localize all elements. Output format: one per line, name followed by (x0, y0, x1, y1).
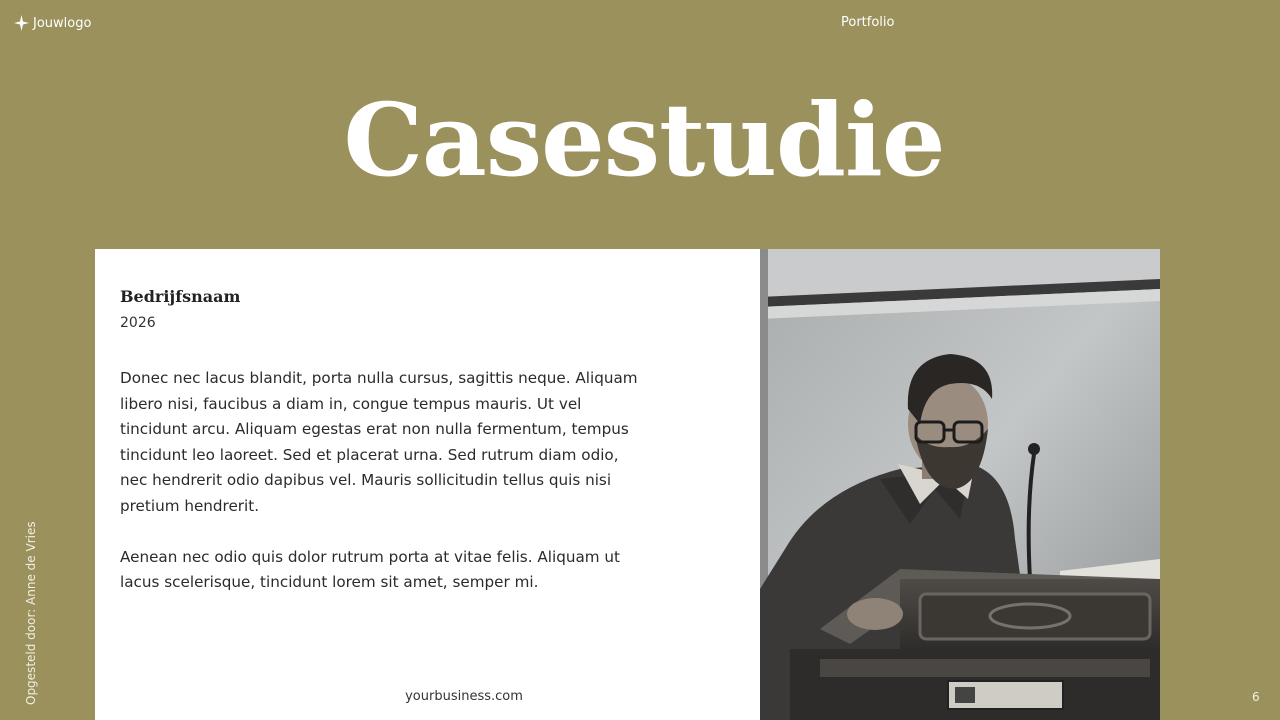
page-title: Casestudie (343, 81, 945, 199)
website-link: yourbusiness.com (405, 689, 523, 704)
page-number: 6 (1252, 690, 1260, 704)
paragraph-2: Aenean nec odio quis dolor rutrum porta at vitae felis. Aliquam ut lacus scelerisque, tincidunt lorem sit amet, semper mi. (120, 547, 620, 591)
company-name: Bedrijfsnaam (120, 287, 241, 306)
section-label: Portfolio (841, 15, 895, 30)
author-credit: Opgesteld door: Anne de Vries (24, 521, 38, 705)
year-label: 2026 (120, 315, 156, 331)
logo-text: Jouwlogo (33, 15, 92, 31)
description (120, 366, 645, 621)
sparkle-icon (14, 15, 29, 31)
paragraph-1: Donec nec lacus blandit, porta nulla cursus, sagittis neque. Aliquam libero nisi, faucibus a diam in, congue tempus mauris. Ut vel tincidunt arcu. Aliquam egestas erat non nulla fermentum, tempus tincidunt leo laoreet. Sed et placerat urna. Sed rutrum diam odio, nec hendrerit odio dapibus vel. Mauris sollicitudin tellus quis nisi pretium hendrerit. (120, 369, 638, 515)
logo (14, 14, 91, 32)
case-study-card (95, 249, 760, 720)
speaker-photo (760, 249, 1160, 720)
